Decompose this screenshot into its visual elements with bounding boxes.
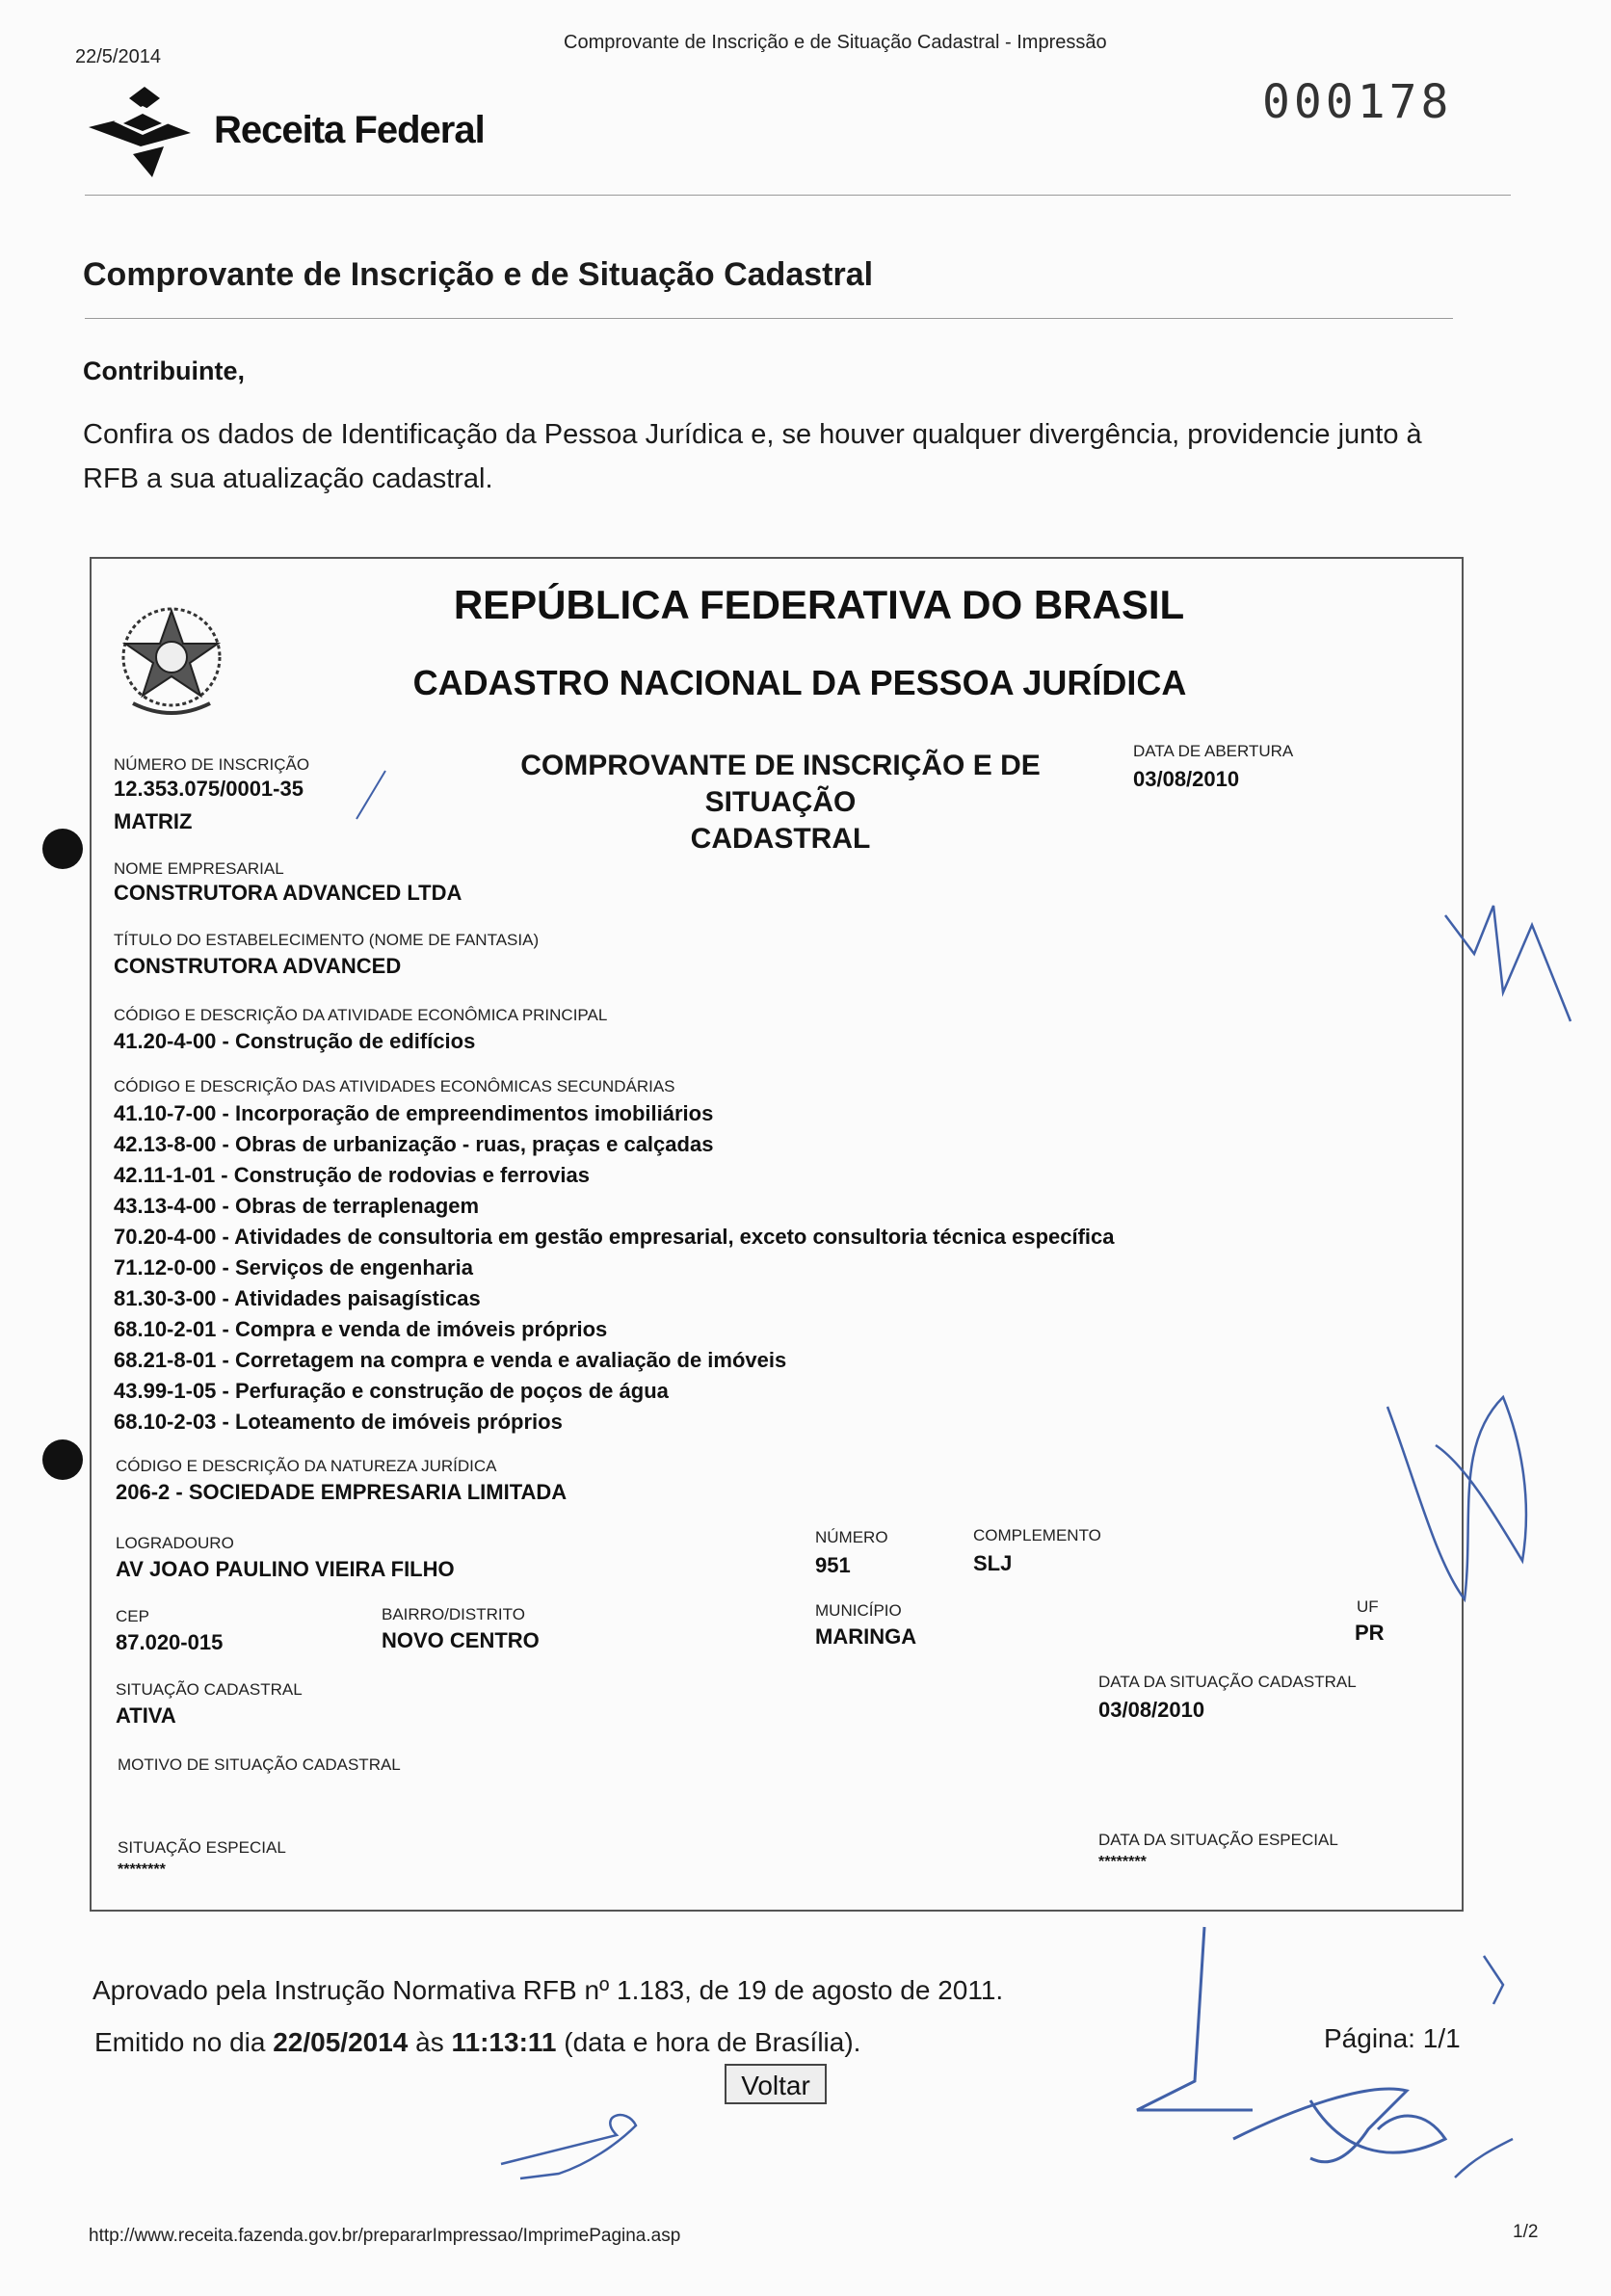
list-item: 43.99-1-05 - Perfuração e construção de poços de água — [114, 1379, 669, 1403]
atividade-principal-value: 41.20-4-00 - Construção de edifícios — [114, 1029, 476, 1053]
cep-value: 87.020-015 — [116, 1630, 224, 1654]
binder-hole — [42, 1439, 83, 1480]
document-title-line-1: COMPROVANTE DE INSCRIÇÃO E DE SITUAÇÃO — [520, 750, 1041, 818]
situacao-especial-value: ******** — [118, 1861, 166, 1878]
handwritten-slash-mark — [347, 761, 395, 829]
page-count: 1/2 — [1513, 2222, 1539, 2242]
fantasia-label: TÍTULO DO ESTABELECIMENTO (NOME DE FANTASIA) — [114, 931, 540, 949]
voltar-button[interactable]: Voltar — [725, 2064, 827, 2104]
list-item: 68.10-2-01 - Compra e venda de imóveis próprios — [114, 1317, 608, 1341]
bairro-value: NOVO CENTRO — [382, 1628, 540, 1652]
logradouro-value: AV JOAO PAULINO VIEIRA FILHO — [116, 1557, 455, 1581]
header-divider — [85, 195, 1511, 196]
signature-initials-1 — [1436, 896, 1580, 1031]
municipio-value: MARINGA — [815, 1624, 917, 1649]
page-url: http://www.receita.fazenda.gov.br/prepararImpressao/ImprimePagina.asp — [89, 2226, 681, 2246]
nome-label: NOME EMPRESARIAL — [114, 859, 284, 878]
republic-title: REPÚBLICA FEDERATIVA DO BRASIL — [453, 582, 1185, 627]
signature-large — [1118, 1917, 1522, 2206]
greeting: Contribuinte, — [83, 356, 245, 385]
emitido-time: 11:13:11 — [451, 2027, 557, 2057]
atividades-secundarias-list — [114, 1098, 1115, 1438]
abertura-value: 03/08/2010 — [1133, 767, 1240, 791]
numero-value: 951 — [815, 1553, 851, 1577]
list-item: 68.10-2-03 - Loteamento de imóveis próprios — [114, 1410, 563, 1434]
natureza-value: 206-2 - SOCIEDADE EMPRESARIA LIMITADA — [116, 1480, 568, 1504]
complemento-label: COMPLEMENTO — [973, 1526, 1101, 1544]
emitido-prefix: Emitido no dia — [94, 2027, 274, 2057]
print-date: 22/5/2014 — [75, 46, 161, 67]
signature-small — [482, 2097, 674, 2193]
list-item: 42.11-1-01 - Construção de rodovias e ferrovias — [114, 1163, 590, 1187]
page-title: Comprovante de Inscrição e de Situação Cadastral — [83, 256, 874, 293]
intro-line-2: RFB a sua atualização cadastral. — [83, 463, 493, 494]
receita-federal-logo-icon — [85, 77, 210, 178]
list-item: 81.30-3-00 - Atividades paisagísticas — [114, 1286, 481, 1310]
cep-label: CEP — [116, 1607, 149, 1625]
motivo-label: MOTIVO DE SITUAÇÃO CADASTRAL — [118, 1755, 401, 1774]
list-item: 43.13-4-00 - Obras de terraplenagem — [114, 1194, 480, 1218]
atividade-principal-label: CÓDIGO E DESCRIÇÃO DA ATIVIDADE ECONÔMICA PRINCIPAL — [114, 1006, 608, 1024]
list-item: 41.10-7-00 - Incorporação de empreendimentos imobiliários — [114, 1101, 714, 1125]
aprovado-text: Aprovado pela Instrução Normativa RFB nº 1.183, de 19 de agosto de 2011. — [92, 1975, 1004, 2005]
emitido-text — [94, 2027, 860, 2058]
data-situacao-especial-label: DATA DA SITUAÇÃO ESPECIAL — [1098, 1831, 1338, 1849]
situacao-especial-label: SITUAÇÃO ESPECIAL — [118, 1838, 286, 1857]
document-title-line-2: CADASTRAL — [690, 823, 871, 855]
complemento-value: SLJ — [973, 1551, 1013, 1575]
emitido-date: 22/05/2014 — [273, 2027, 409, 2057]
situacao-value: ATIVA — [116, 1703, 176, 1728]
inscricao-label: NÚMERO DE INSCRIÇÃO — [114, 755, 310, 774]
data-situacao-value: 03/08/2010 — [1098, 1698, 1205, 1722]
registry-title: CADASTRO NACIONAL DA PESSOA JURÍDICA — [412, 663, 1187, 702]
numero-label: NÚMERO — [815, 1528, 888, 1546]
list-item: 68.21-8-01 - Corretagem na compra e venda e avaliação de imóveis — [114, 1348, 787, 1372]
nome-value: CONSTRUTORA ADVANCED LTDA — [114, 881, 462, 905]
title-divider — [85, 318, 1453, 319]
emitido-mid: às — [408, 2027, 452, 2057]
list-item: 42.13-8-00 - Obras de urbanização - ruas, praças e calçadas — [114, 1132, 714, 1156]
emitido-suffix: (data e hora de Brasília). — [556, 2027, 861, 2057]
abertura-label: DATA DE ABERTURA — [1133, 742, 1294, 760]
list-item: 70.20-4-00 - Atividades de consultoria em gestão empresarial, exceto consultoria técnica específica — [114, 1225, 1115, 1249]
uf-label: UF — [1357, 1597, 1379, 1616]
bairro-label: BAIRRO/DISTRITO — [382, 1605, 525, 1623]
logradouro-label: LOGRADOURO — [116, 1534, 234, 1552]
atividades-secundarias-label: CÓDIGO E DESCRIÇÃO DAS ATIVIDADES ECONÔMICAS SECUNDÁRIAS — [114, 1077, 675, 1095]
data-situacao-label: DATA DA SITUAÇÃO CADASTRAL — [1098, 1673, 1357, 1691]
situacao-label: SITUAÇÃO CADASTRAL — [116, 1680, 303, 1699]
list-item: 71.12-0-00 - Serviços de engenharia — [114, 1255, 473, 1280]
binder-hole — [42, 829, 83, 869]
document-title — [443, 748, 1118, 858]
intro-line-1: Confira os dados de Identificação da Pessoa Jurídica e, se houver qualquer divergência, providencie junto à — [83, 419, 1422, 450]
natureza-label: CÓDIGO E DESCRIÇÃO DA NATUREZA JURÍDICA — [116, 1457, 497, 1475]
receita-federal-logo-text: Receita Federal — [214, 109, 485, 151]
inscricao-type: MATRIZ — [114, 809, 193, 833]
data-situacao-especial-value: ******** — [1098, 1854, 1147, 1870]
pagina-text: Página: 1/1 — [1324, 2023, 1461, 2053]
fantasia-value: CONSTRUTORA ADVANCED — [114, 954, 402, 978]
coat-of-arms-icon — [118, 597, 225, 723]
signature-initials-2 — [1378, 1368, 1551, 1619]
stamp-number: 000178 — [1262, 75, 1453, 129]
print-title: Comprovante de Inscrição e de Situação Cadastral - Impressão — [564, 32, 1107, 53]
municipio-label: MUNICÍPIO — [815, 1601, 902, 1620]
inscricao-value: 12.353.075/0001-35 — [114, 777, 304, 801]
uf-value: PR — [1355, 1621, 1385, 1645]
